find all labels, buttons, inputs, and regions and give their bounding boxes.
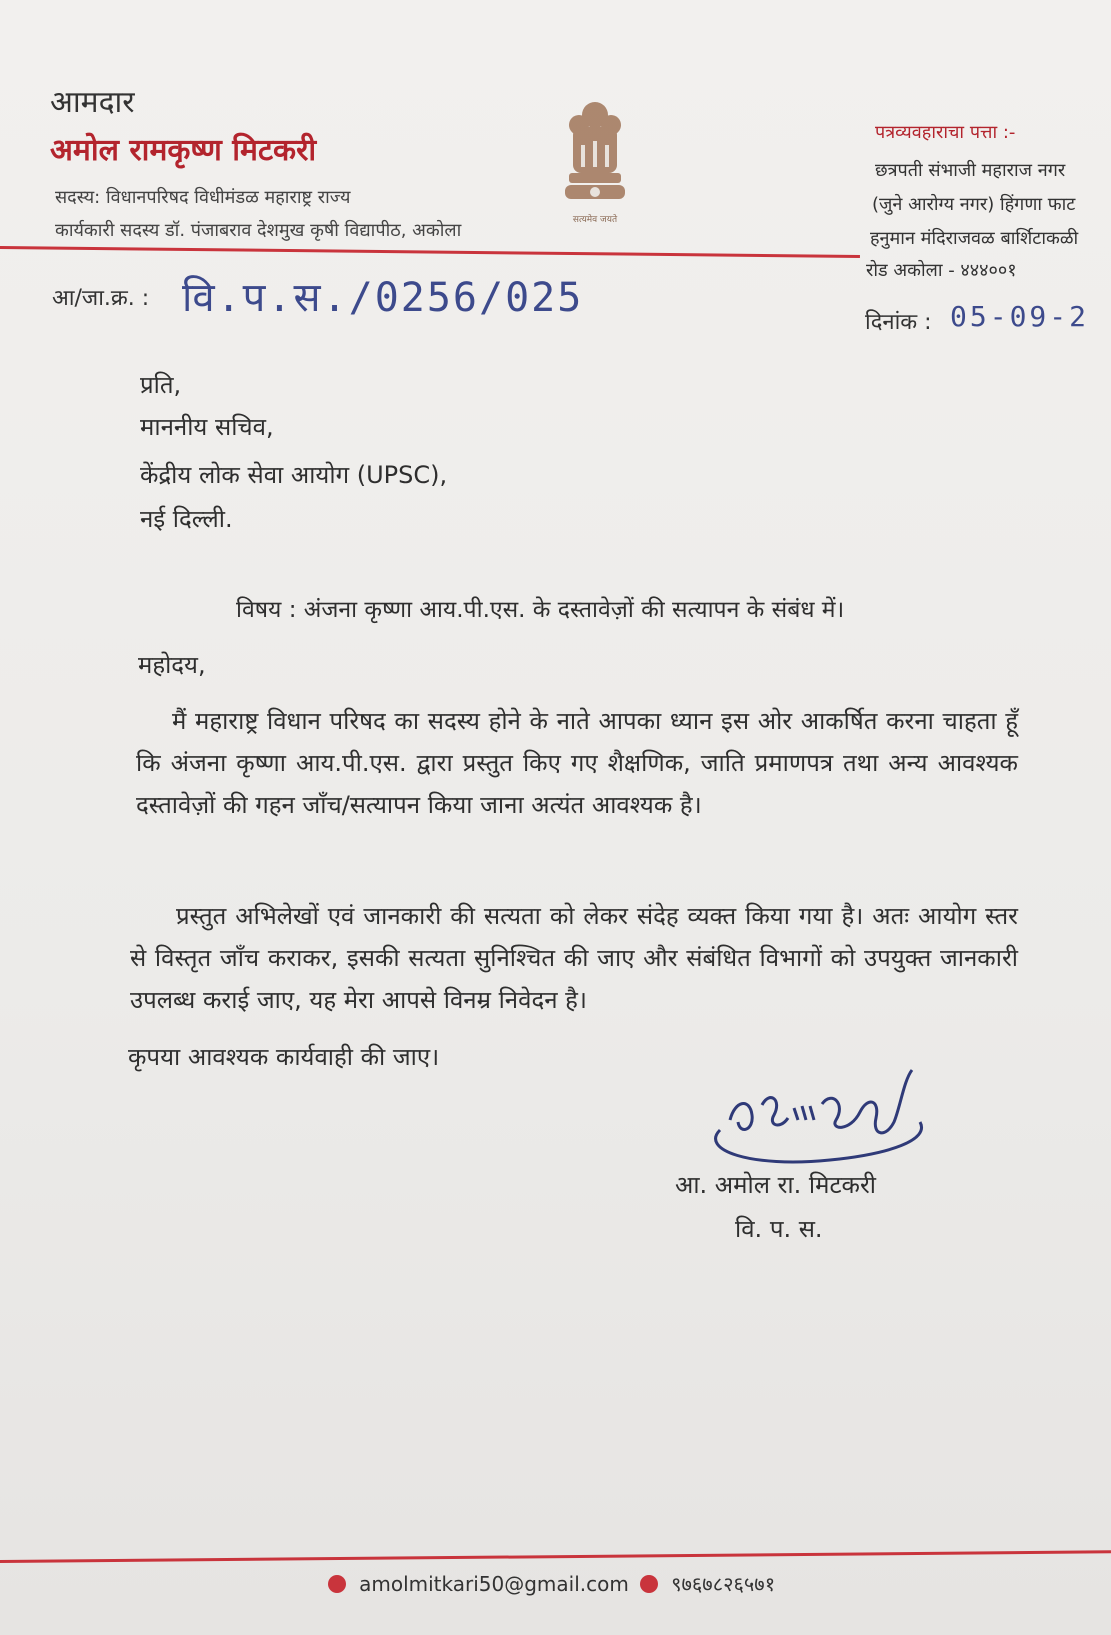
date-label: दिनांक : [865,310,932,335]
address-heading: पत्रव्यवहाराचा पत्ता :- [875,122,1016,143]
address-line-2: (जुने आरोग्य नगर) हिंगणा फाट [872,194,1076,215]
national-emblem-icon [555,95,635,225]
footer-email: amolmitkari50@gmail.com [359,1572,629,1596]
paragraph-1: मैं महाराष्ट्र विधान परिषद का सदस्य होने के नाते आपका ध्यान इस ओर आकर्षित करना चाहता हूँ कि अंजना कृष्णा आय.पी.एस. द्वारा प्रस्तुत किए गए शैक्षणिक, जाति प्रमाणपत्र तथा अन्य आवश्यक दस्तावेज़ों की गहन जाँच/सत्यापन किया जाना अत्यंत आवश्यक है। [136,707,1018,819]
reference-number: वि.प.स./0256/025 [182,275,584,321]
footer-divider [0,1550,1111,1563]
closing-request: कृपया आवश्यक कार्यवाही की जाए। [128,1043,440,1071]
date-value: 05-09-2 [950,300,1090,333]
footer-phone-group [640,1570,775,1597]
phone-icon [640,1575,658,1593]
letterhead-role-2: कार्यकारी सदस्य डॉ. पंजाबराव देशमुख कृषी विद्यापीठ, अकोला [55,220,462,241]
signatory-name: आ. अमोल रा. मिटकरी [675,1171,877,1199]
recipient-to: प्रति, [140,371,182,399]
recipient-line-1: माननीय सचिव, [140,413,274,441]
reference-label: आ/जा.क्र. : [52,286,150,311]
emblem-caption: सत्यमेव जयते [572,215,618,225]
recipient-line-3: नई दिल्ली. [140,505,233,533]
address-line-4: रोड अकोला - ४४४००१ [866,260,1017,281]
address-line-3: हनुमान मंदिराजवळ बार्शिटाकळी [870,228,1079,249]
email-icon [328,1575,346,1593]
letterhead-role-1: सदस्य: विधानपरिषद विधीमंडळ महाराष्ट्र राज्य [55,187,351,208]
paragraph-2: प्रस्तुत अभिलेखों एवं जानकारी की सत्यता को लेकर संदेह व्यक्त किया गया है। अतः आयोग स्तर से विस्तृत जाँच कराकर, इसकी सत्यता सुनिश्चित की जाए और संबंधित विभागों को उपयुक्त जानकारी उपलब्ध कराई जाए, यह मेरा आपसे विनम्र निवेदन है। [130,902,1018,1014]
letterhead-title: आमदार [50,85,135,120]
footer-phone: ९७६७८२६५७१ [671,1572,776,1596]
signatory-designation: वि. प. स. [735,1215,823,1243]
address-line-1: छत्रपती संभाजी महाराज नगर [875,160,1066,181]
signature-icon [690,1060,940,1170]
header-divider [0,246,860,258]
recipient-line-2: केंद्रीय लोक सेवा आयोग (UPSC), [140,461,448,489]
salutation: महोदय, [138,651,206,679]
letterhead-name: अमोल रामकृष्ण मिटकरी [50,133,317,168]
subject-line: विषय : अंजना कृष्णा आय.पी.एस. के दस्तावेज़ों की सत्यापन के संबंध में। [236,597,845,623]
footer-email-group [328,1572,629,1596]
